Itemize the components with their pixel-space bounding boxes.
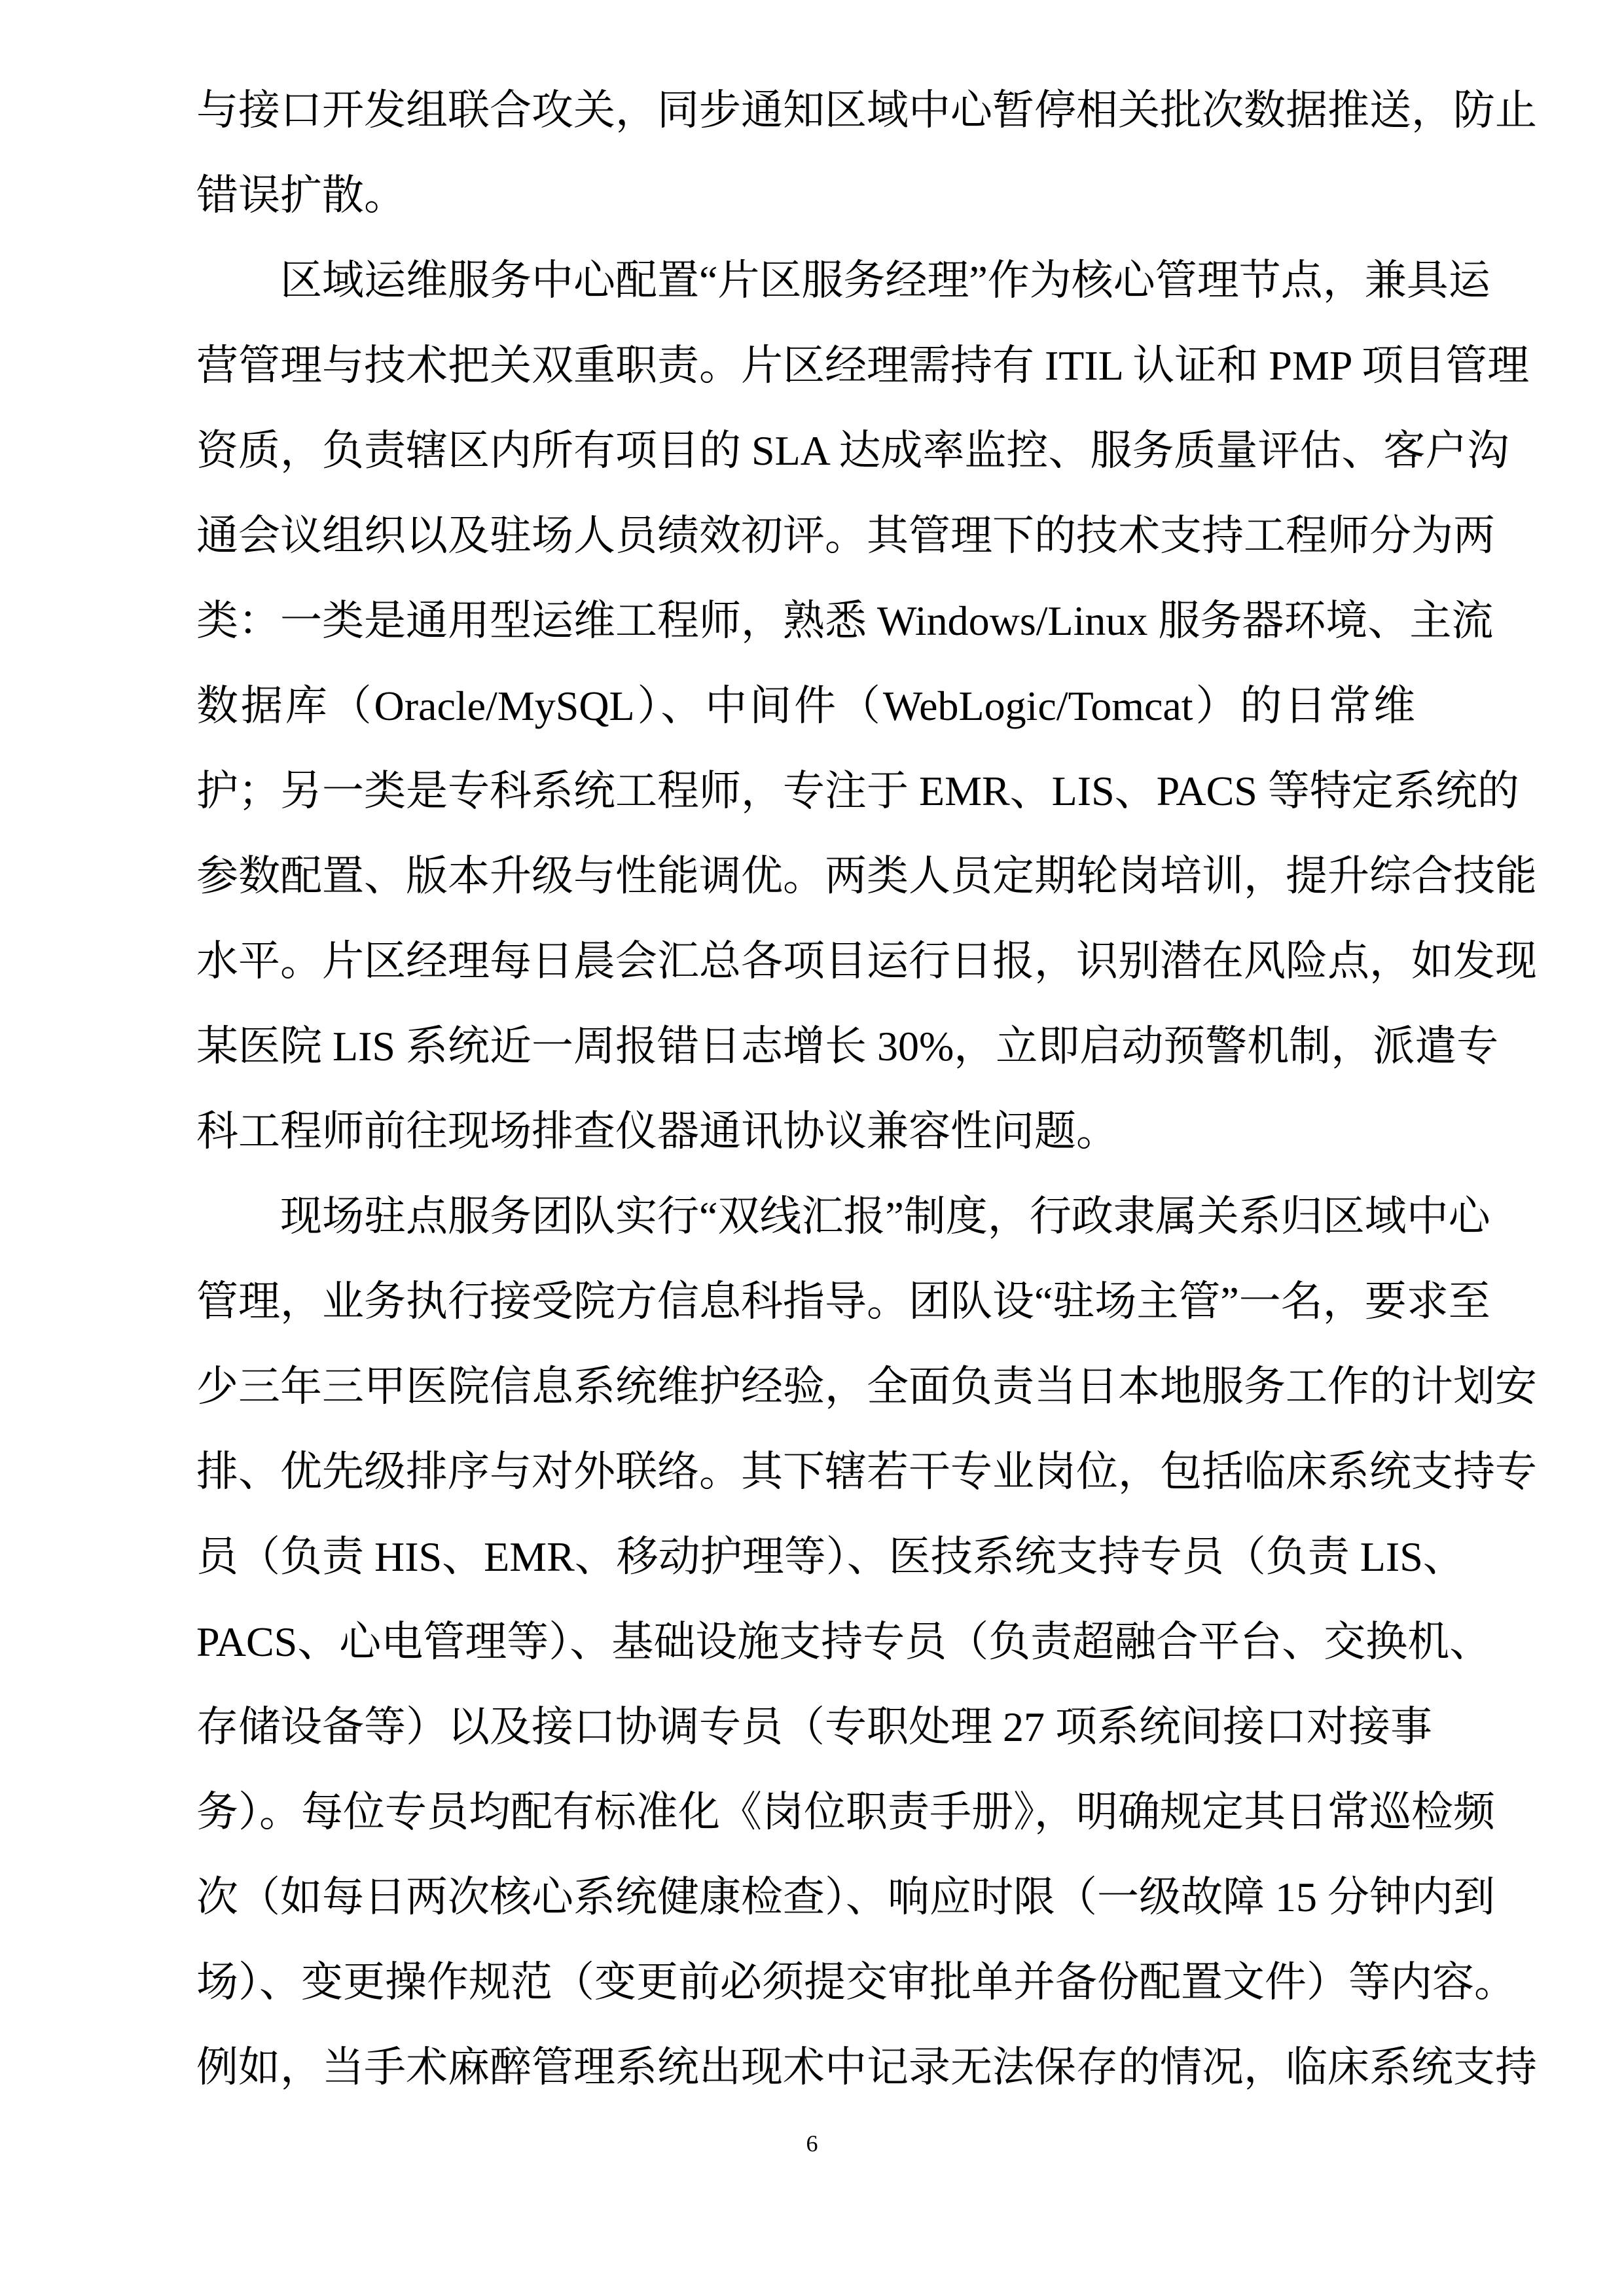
page-number: 6	[806, 2130, 818, 2157]
text-line: 区域运维服务中心配置“片区服务经理”作为核心管理节点，兼具运	[280, 257, 1490, 304]
text-line: 护；另一类是专科系统工程师，专注于 EMR、LIS、PACS 等特定系统的	[196, 768, 1519, 814]
text-line: 某医院 LIS 系统近一周报错日志增长 30%，立即启动预警机制，派遣专	[196, 1023, 1499, 1069]
text-line: 类：一类是通用型运维工程师，熟悉 Windows/Linux 服务器环境、主流	[196, 598, 1494, 644]
text-line: 与接口开发组联合攻关，同步通知区域中心暂停相关批次数据推送，防止	[196, 87, 1537, 134]
text-line: 数据库（Oracle/MySQL）、中间件（WebLogic/Tomcat）的日常维	[196, 683, 1415, 729]
paragraph-2	[196, 238, 1537, 1174]
text-line: 现场驻点服务团队实行“双线汇报”制度，行政隶属关系归区域中心	[280, 1193, 1490, 1240]
text-line: 通会议组织以及驻场人员绩效初评。其管理下的技术支持工程师分为两	[196, 512, 1495, 559]
text-line: 例如，当手术麻醉管理系统出现术中记录无法保存的情况，临床系统支持	[196, 2044, 1537, 2090]
text-line: 务）。每位专员均配有标准化《岗位职责手册》，明确规定其日常巡检频	[196, 1789, 1495, 1835]
text-line: 错误扩散。	[196, 172, 406, 219]
text-line: 科工程师前往现场排查仪器通讯协议兼容性问题。	[196, 1108, 1118, 1155]
text-line: 少三年三甲医院信息系统维护经验，全面负责当日本地服务工作的计划安	[196, 1363, 1537, 1410]
paragraph-3	[196, 1174, 1537, 2110]
text-line: 资质，负责辖区内所有项目的 SLA 达成率监控、服务质量评估、客户沟	[196, 427, 1509, 474]
text-line: 水平。片区经理每日晨会汇总各项目运行日报，识别潜在风险点，如发现	[196, 938, 1537, 984]
text-line: 营管理与技术把关双重职责。片区经理需持有 ITIL 认证和 PMP 项目管理	[196, 342, 1530, 389]
text-line: PACS、心电管理等）、基础设施支持专员（负责超融合平台、交换机、	[196, 1619, 1492, 1665]
text-line: 参数配置、版本升级与性能调优。两类人员定期轮岗培训，提升综合技能	[196, 853, 1537, 899]
paragraph-1	[196, 68, 1537, 238]
text-line: 存储设备等）以及接口协调专员（专职处理 27 项系统间接口对接事	[196, 1704, 1432, 1750]
body-text	[196, 68, 1537, 2110]
text-line: 排、优先级排序与对外联络。其下辖若干专业岗位，包括临床系统支持专	[196, 1448, 1537, 1495]
text-line: 管理，业务执行接受院方信息科指导。团队设“驻场主管”一名，要求至	[196, 1278, 1490, 1325]
text-line: 员（负责 HIS、EMR、移动护理等）、医技系统支持专员（负责 LIS、	[196, 1534, 1465, 1580]
text-line: 次（如每日两次核心系统健康检查）、响应时限（一级故障 15 分钟内到	[196, 1874, 1495, 1920]
text-line: 场）、变更操作规范（变更前必须提交审批单并备份配置文件）等内容。	[196, 1959, 1516, 2005]
